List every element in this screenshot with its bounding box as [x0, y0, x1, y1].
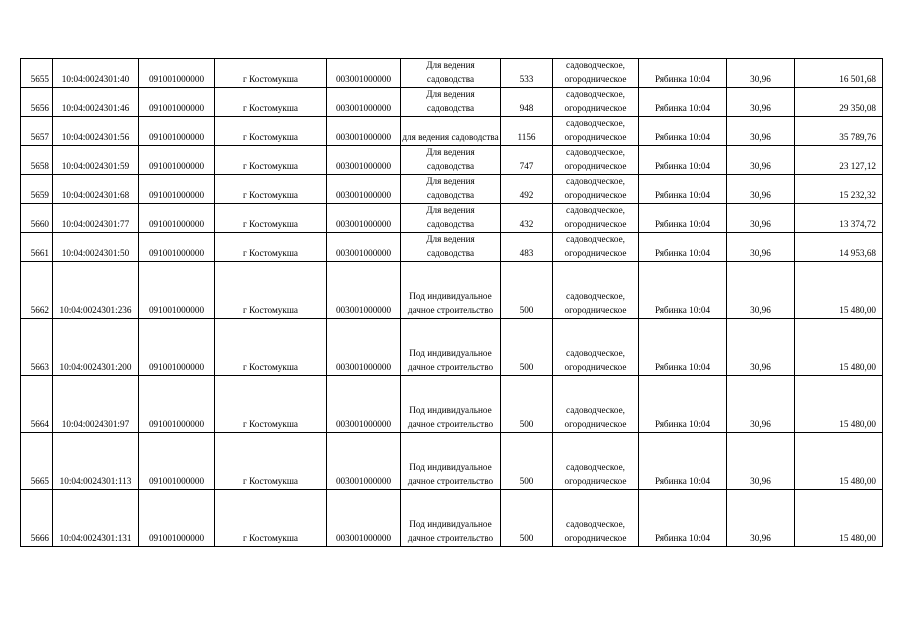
- valuation-zone: Рябинка 10:04: [639, 433, 727, 490]
- cadastral-number: 10:04:0024301:131: [53, 490, 139, 547]
- cadastral-number: 10:04:0024301:236: [53, 262, 139, 319]
- cadastral-number: 10:04:0024301:97: [53, 376, 139, 433]
- permitted-use: Для ведения садоводства: [401, 88, 501, 117]
- table-row: [21, 490, 883, 547]
- land-plots-table: [20, 58, 883, 547]
- specific-value: 30,96: [727, 319, 795, 376]
- valuation-zone: Рябинка 10:04: [639, 490, 727, 547]
- use-category: садоводческое, огородническое: [553, 88, 639, 117]
- classifier-code: 003001000000: [327, 88, 401, 117]
- permitted-use: Под индивидуальное дачное строительство: [401, 262, 501, 319]
- cadastral-value: 15 480,00: [795, 376, 883, 433]
- oktmo-code: 091001000000: [139, 175, 215, 204]
- use-category: садоводческое, огородническое: [553, 233, 639, 262]
- cadastral-number: 10:04:0024301:77: [53, 204, 139, 233]
- permitted-use: Для ведения садоводства: [401, 59, 501, 88]
- classifier-code: 003001000000: [327, 59, 401, 88]
- city-name: г Костомукша: [215, 117, 327, 146]
- valuation-zone: Рябинка 10:04: [639, 204, 727, 233]
- plot-area: 500: [501, 262, 553, 319]
- specific-value: 30,96: [727, 146, 795, 175]
- specific-value: 30,96: [727, 88, 795, 117]
- row-number: 5659: [21, 175, 53, 204]
- oktmo-code: 091001000000: [139, 376, 215, 433]
- permitted-use: Под индивидуальное дачное строительство: [401, 433, 501, 490]
- valuation-zone: Рябинка 10:04: [639, 88, 727, 117]
- table-row: [21, 319, 883, 376]
- oktmo-code: 091001000000: [139, 117, 215, 146]
- oktmo-code: 091001000000: [139, 433, 215, 490]
- valuation-zone: Рябинка 10:04: [639, 146, 727, 175]
- plot-area: 483: [501, 233, 553, 262]
- cadastral-value: 15 480,00: [795, 490, 883, 547]
- city-name: г Костомукша: [215, 88, 327, 117]
- row-number: 5656: [21, 88, 53, 117]
- specific-value: 30,96: [727, 490, 795, 547]
- oktmo-code: 091001000000: [139, 233, 215, 262]
- specific-value: 30,96: [727, 175, 795, 204]
- cadastral-number: 10:04:0024301:59: [53, 146, 139, 175]
- city-name: г Костомукша: [215, 490, 327, 547]
- plot-area: 500: [501, 376, 553, 433]
- table-row: [21, 175, 883, 204]
- use-category: садоводческое, огородническое: [553, 376, 639, 433]
- table-row: [21, 204, 883, 233]
- valuation-zone: Рябинка 10:04: [639, 376, 727, 433]
- cadastral-value: 29 350,08: [795, 88, 883, 117]
- cadastral-number: 10:04:0024301:56: [53, 117, 139, 146]
- oktmo-code: 091001000000: [139, 262, 215, 319]
- valuation-zone: Рябинка 10:04: [639, 175, 727, 204]
- plot-area: 533: [501, 59, 553, 88]
- cadastral-value: 15 232,32: [795, 175, 883, 204]
- city-name: г Костомукша: [215, 204, 327, 233]
- table-row: [21, 376, 883, 433]
- city-name: г Костомукша: [215, 319, 327, 376]
- table-row: [21, 117, 883, 146]
- row-number: 5660: [21, 204, 53, 233]
- classifier-code: 003001000000: [327, 204, 401, 233]
- cadastral-value: 23 127,12: [795, 146, 883, 175]
- oktmo-code: 091001000000: [139, 319, 215, 376]
- row-number: 5657: [21, 117, 53, 146]
- plot-area: 500: [501, 433, 553, 490]
- permitted-use: Под индивидуальное дачное строительство: [401, 319, 501, 376]
- table-row: [21, 59, 883, 88]
- city-name: г Костомукша: [215, 175, 327, 204]
- plot-area: 1156: [501, 117, 553, 146]
- use-category: садоводческое, огородническое: [553, 490, 639, 547]
- classifier-code: 003001000000: [327, 262, 401, 319]
- cadastral-number: 10:04:0024301:113: [53, 433, 139, 490]
- plot-area: 500: [501, 490, 553, 547]
- plot-area: 747: [501, 146, 553, 175]
- city-name: г Костомукша: [215, 262, 327, 319]
- cadastral-number: 10:04:0024301:40: [53, 59, 139, 88]
- cadastral-value: 15 480,00: [795, 319, 883, 376]
- specific-value: 30,96: [727, 262, 795, 319]
- oktmo-code: 091001000000: [139, 146, 215, 175]
- specific-value: 30,96: [727, 59, 795, 88]
- classifier-code: 003001000000: [327, 319, 401, 376]
- row-number: 5664: [21, 376, 53, 433]
- valuation-zone: Рябинка 10:04: [639, 319, 727, 376]
- valuation-zone: Рябинка 10:04: [639, 233, 727, 262]
- cadastral-number: 10:04:0024301:68: [53, 175, 139, 204]
- cadastral-number: 10:04:0024301:46: [53, 88, 139, 117]
- specific-value: 30,96: [727, 233, 795, 262]
- permitted-use: Для ведения садоводства: [401, 204, 501, 233]
- valuation-zone: Рябинка 10:04: [639, 117, 727, 146]
- row-number: 5666: [21, 490, 53, 547]
- table-row: [21, 262, 883, 319]
- row-number: 5655: [21, 59, 53, 88]
- cadastral-value: 35 789,76: [795, 117, 883, 146]
- valuation-zone: Рябинка 10:04: [639, 59, 727, 88]
- use-category: садоводческое, огородническое: [553, 319, 639, 376]
- use-category: садоводческое, огородническое: [553, 59, 639, 88]
- oktmo-code: 091001000000: [139, 59, 215, 88]
- plot-area: 492: [501, 175, 553, 204]
- use-category: садоводческое, огородническое: [553, 433, 639, 490]
- specific-value: 30,96: [727, 117, 795, 146]
- table-row: [21, 88, 883, 117]
- plot-area: 500: [501, 319, 553, 376]
- classifier-code: 003001000000: [327, 146, 401, 175]
- row-number: 5661: [21, 233, 53, 262]
- use-category: садоводческое, огородническое: [553, 175, 639, 204]
- use-category: садоводческое, огородническое: [553, 204, 639, 233]
- classifier-code: 003001000000: [327, 490, 401, 547]
- cadastral-value: 13 374,72: [795, 204, 883, 233]
- table-row: [21, 146, 883, 175]
- use-category: садоводческое, огородническое: [553, 262, 639, 319]
- classifier-code: 003001000000: [327, 117, 401, 146]
- use-category: садоводческое, огородническое: [553, 117, 639, 146]
- plot-area: 432: [501, 204, 553, 233]
- valuation-zone: Рябинка 10:04: [639, 262, 727, 319]
- city-name: г Костомукша: [215, 146, 327, 175]
- cadastral-value: 14 953,68: [795, 233, 883, 262]
- cadastral-number: 10:04:0024301:50: [53, 233, 139, 262]
- permitted-use: для ведения садоводства: [401, 117, 501, 146]
- oktmo-code: 091001000000: [139, 88, 215, 117]
- cadastral-number: 10:04:0024301:200: [53, 319, 139, 376]
- permitted-use: Для ведения садоводства: [401, 175, 501, 204]
- classifier-code: 003001000000: [327, 433, 401, 490]
- oktmo-code: 091001000000: [139, 490, 215, 547]
- use-category: садоводческое, огородническое: [553, 146, 639, 175]
- table-row: [21, 433, 883, 490]
- permitted-use: Для ведения садоводства: [401, 146, 501, 175]
- oktmo-code: 091001000000: [139, 204, 215, 233]
- row-number: 5658: [21, 146, 53, 175]
- classifier-code: 003001000000: [327, 175, 401, 204]
- row-number: 5665: [21, 433, 53, 490]
- permitted-use: Для ведения садоводства: [401, 233, 501, 262]
- classifier-code: 003001000000: [327, 233, 401, 262]
- cadastral-value: 15 480,00: [795, 262, 883, 319]
- permitted-use: Под индивидуальное дачное строительство: [401, 490, 501, 547]
- plot-area: 948: [501, 88, 553, 117]
- table-row: [21, 233, 883, 262]
- city-name: г Костомукша: [215, 59, 327, 88]
- row-number: 5663: [21, 319, 53, 376]
- specific-value: 30,96: [727, 376, 795, 433]
- permitted-use: Под индивидуальное дачное строительство: [401, 376, 501, 433]
- city-name: г Костомукша: [215, 233, 327, 262]
- cadastral-value: 16 501,68: [795, 59, 883, 88]
- specific-value: 30,96: [727, 433, 795, 490]
- cadastral-value: 15 480,00: [795, 433, 883, 490]
- city-name: г Костомукша: [215, 376, 327, 433]
- table-body: [21, 59, 883, 547]
- specific-value: 30,96: [727, 204, 795, 233]
- classifier-code: 003001000000: [327, 376, 401, 433]
- city-name: г Костомукша: [215, 433, 327, 490]
- row-number: 5662: [21, 262, 53, 319]
